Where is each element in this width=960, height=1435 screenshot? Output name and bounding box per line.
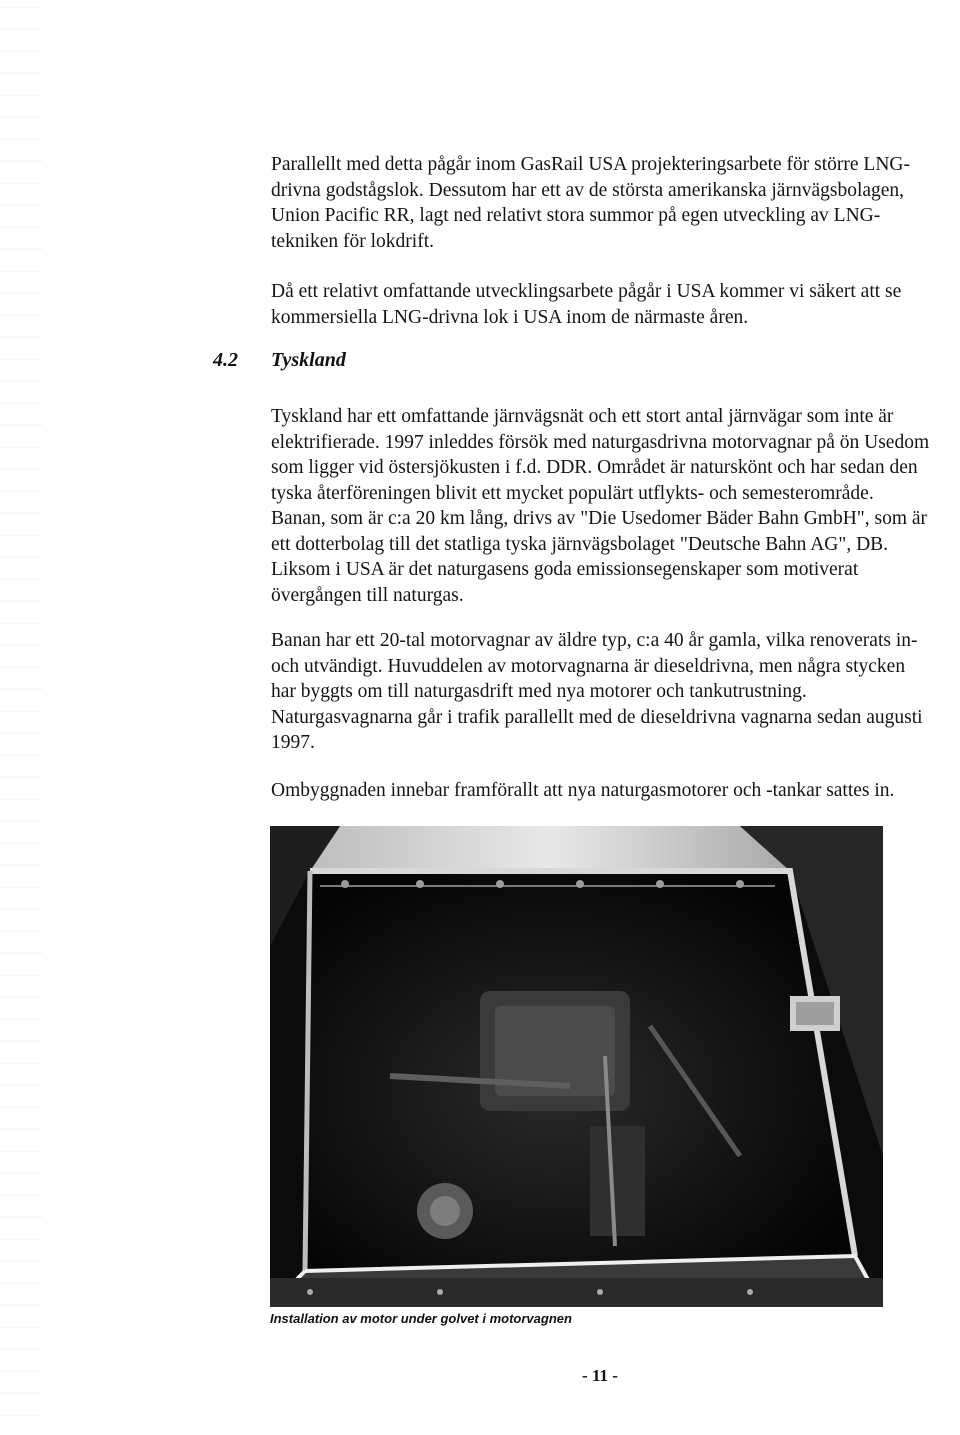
engine-installation-photo [270, 826, 883, 1307]
paragraph-motorvagnar: Banan har ett 20-tal motorvagnar av äldre typ, c:a 40 år gamla, vilka renoverats in- och utvändigt. Huvuddelen av motorvagnarna är dieseldrivna, men några stycken har byggts om till naturgasdrift med nya motorer och tankutrustning. Naturgasvagnarna går i trafik parallellt med de dieseldrivna vagnarna sedan augusti 1997. [271, 630, 923, 753]
page-number: - 11 - [582, 1366, 618, 1385]
scan-edge-noise [0, 0, 42, 1435]
paragraph-ombyggnaden: Ombyggnaden innebar framförallt att nya naturgasmotorer och -tankar sattes in. [271, 780, 895, 801]
paragraph-tyskland-usedom: Tyskland har ett omfattande järnvägsnät och ett stort antal järnvägar som inte är elektrifierade. 1997 inleddes försök med naturgasdrivna motorvagnar på ön Usedom som ligger vid östersjökusten i f.d. DDR. Området är naturskönt och har sedan den tyska återföreningen blivit ett mycket populärt utflykts- och semesterområde. Banan, som är c:a 20 km lång, drivs av "Die Usedomer Bäder Bahn GmbH", som är ett dotterbolag till det statliga tyska järnvägsbolaget "Deutsche Bahn AG", DB. Liksom i USA är det naturgasens goda emissionsegenskaper som motiverat övergången till naturgas. [271, 406, 930, 606]
figure-caption: Installation av motor under golvet i motorvagnen [270, 1311, 572, 1326]
section-heading: Tyskland [271, 349, 346, 371]
paragraph-gasrail-usa: Parallellt med detta pågår inom GasRail USA projekteringsarbete för större LNG-drivna godstågslok. Dessutom har ett av de största amerikanska järnvägsbolagen, Union Pacific RR, lagt ned relativt stora summor på egen utveckling av LNG-tekniken för lokdrift. [271, 154, 910, 252]
section-number: 4.2 [213, 349, 238, 371]
paragraph-lng-lok-usa: Då ett relativt omfattande utvecklingsarbete pågår i USA kommer vi säkert att se kommersiella LNG-drivna lok i USA inom de närmaste åren. [271, 281, 902, 328]
